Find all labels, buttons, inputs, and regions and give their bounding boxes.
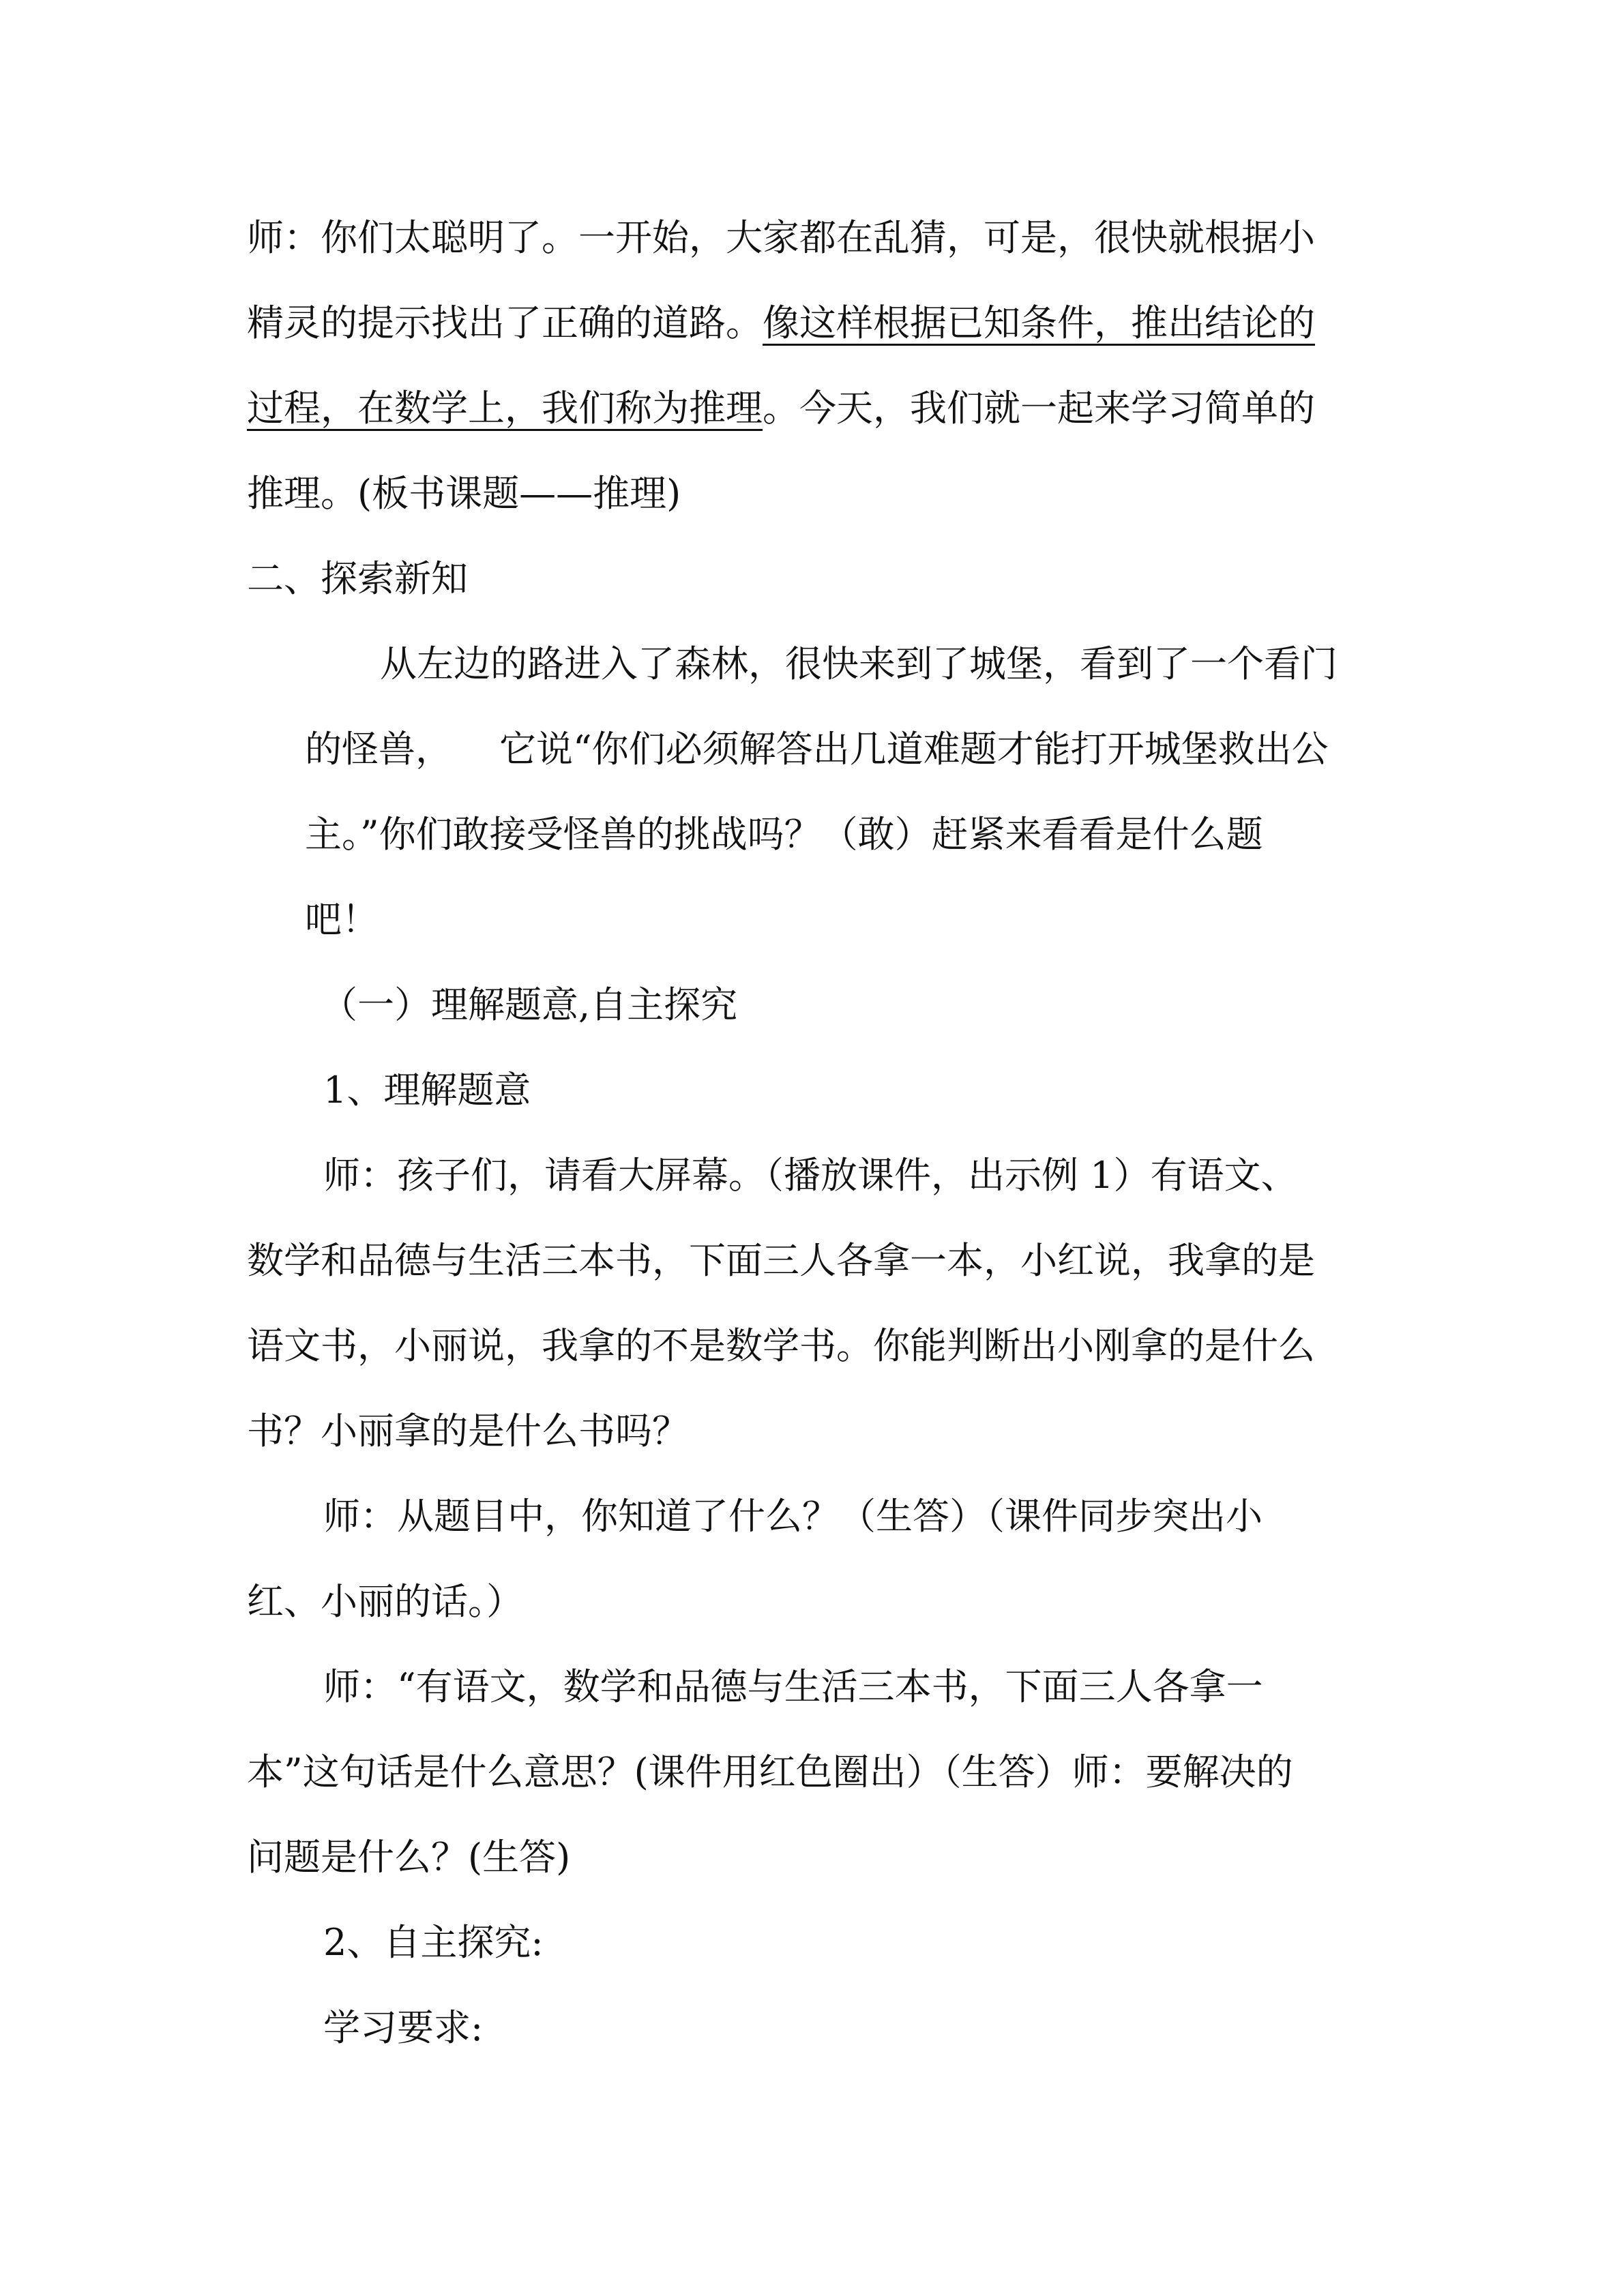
- paragraph-4-line-2: 红、小丽的话。）: [247, 1580, 523, 1623]
- paragraph-2-line-3: 主。”你们敢接受怪兽的挑战吗？（敢）赶紧来看看是什么题: [305, 813, 1263, 856]
- paragraph-5-line-2: 本”这句话是什么意思？(课件用红色圈出）（生答）师：要解决的: [247, 1750, 1293, 1793]
- paragraph-4-line-1: 师：从题目中，你知道了什么？（生答）（课件同步突出小: [323, 1495, 1263, 1538]
- paragraph-2-line-4: 吧！: [305, 898, 379, 941]
- item-heading-understand-question: 1、理解题意: [323, 1069, 531, 1112]
- paragraph-3-line-1: 师：孩子们，请看大屏幕。（播放课件，出示例 1）有语文、: [323, 1154, 1298, 1197]
- paragraph-1-line-2-text: 精灵的提示找出了正确的道路。: [247, 301, 763, 344]
- paragraph-1-line-2: [247, 301, 1315, 344]
- paragraph-2-line-1: 从左边的路进入了森林，很快来到了城堡，看到了一个看门: [380, 642, 1338, 685]
- paragraph-3-line-3: 语文书，小丽说，我拿的不是数学书。你能判断出小刚拿的是什么: [247, 1324, 1315, 1367]
- paragraph-5-line-3: 问题是什么？(生答): [247, 1836, 571, 1879]
- paragraph-3-line-2: 数学和品德与生活三本书，下面三人各拿一本，小红说，我拿的是: [247, 1239, 1315, 1282]
- item-heading-self-explore: 2、自主探究:: [323, 1921, 544, 1964]
- paragraph-2-line-2b: 它说“你们必须解答出几道难题才能打开城堡救出公: [499, 728, 1329, 771]
- subsection-heading-understand: （一）理解题意,自主探究: [321, 983, 738, 1026]
- paragraph-1-line-4: 推理。(板书课题——推理): [247, 472, 681, 515]
- paragraph-5-line-1: 师：“有语文，数学和品德与生活三本书，下面三人各拿一: [323, 1665, 1263, 1708]
- paragraph-3-line-4: 书？小丽拿的是什么书吗？: [247, 1410, 689, 1452]
- paragraph-2-line-2a: 的怪兽，: [305, 728, 452, 771]
- definition-underlined-text-cont: 过程，在数学上，我们称为推理: [247, 387, 763, 430]
- paragraph-1-line-3-text: 。今天，我们就一起来学习简单的: [763, 387, 1315, 430]
- paragraph-1-line-1: 师：你们太聪明了。一开始，大家都在乱猜，可是，很快就根据小: [247, 216, 1315, 259]
- definition-underlined-text: 像这样根据已知条件，推出结论的: [763, 301, 1315, 344]
- section-heading-explore: 二、探索新知: [247, 557, 468, 600]
- study-requirements-label: 学习要求:: [323, 2006, 484, 2049]
- paragraph-1-line-3: [247, 387, 1315, 430]
